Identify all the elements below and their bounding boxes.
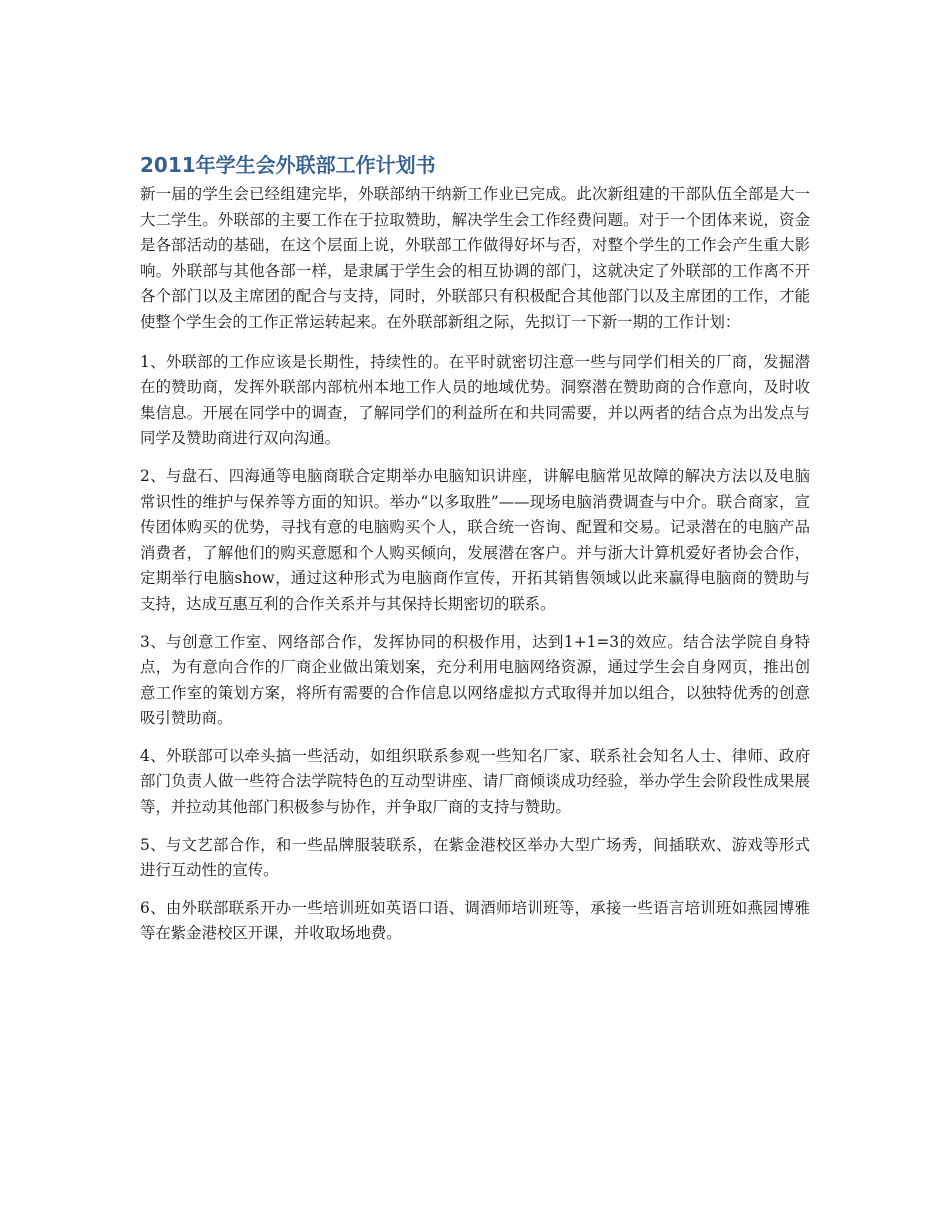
plan-item-5: 5、与文艺部合作，和一些品牌服装联系，在紫金港校区举办大型广场秀，间插联欢、游戏等形式进行互动性的宣传。 — [140, 835, 810, 880]
plan-item-6: 6、由外联部联系开办一些培训班如英语口语、调酒师培训班等，承接一些语言培训班如燕园博雅等在紫金港校区开课，并收取场地费。 — [140, 898, 810, 943]
plan-item-2: 2、与盘石、四海通等电脑商联合定期举办电脑知识讲座，讲解电脑常见故障的解决方法以及电脑常识性的维护与保养等方面的知识。举办“以多取胜”——现场电脑消费调查与中介。联合商家，宣传团体购买的优势，寻找有意的电脑购买个人，联合统一咨询、配置和交易。记录潜在的电脑产品消费者，了解他们的购买意愿和个人购买倾向，发展潜在客户。并与浙大计算机爱好者协会合作，定期举行电脑show，通过这种形式为电脑商作宣传，开拓其销售领域以此来赢得电脑商的赞助与支持，达成互惠互利的合作关系并与其保持长期密切的联系。 — [140, 466, 810, 613]
plan-item-4: 4、外联部可以牵头搞一些活动，如组织联系参观一些知名厂家、联系社会知名人士、律师、政府部门负责人做一些符合法学院特色的互动型讲座、请厂商倾谈成功经验，举办学生会阶段性成果展等，并拉动其他部门积极参与协作，并争取厂商的支持与赞助。 — [140, 746, 810, 817]
plan-item-1: 1、外联部的工作应该是长期性，持续性的。在平时就密切注意一些与同学们相关的厂商，发掘潜在的赞助商，发挥外联部内部杭州本地工作人员的地域优势。洞察潜在赞助商的合作意向，及时收集信息。开展在同学中的调查，了解同学们的利益所在和共同需要，并以两者的结合点为出发点与同学及赞助商进行双向沟通。 — [140, 352, 810, 448]
document-title: 2011年学生会外联部工作计划书 — [140, 153, 436, 177]
document-page — [140, 150, 810, 959]
plan-item-3: 3、与创意工作室、网络部合作，发挥协同的积极作用，达到1+1=3的效应。结合法学院自身特点，为有意向合作的厂商企业做出策划案，充分利用电脑网络资源，通过学生会自身网页，推出创意工作室的策划方案，将所有需要的合作信息以网络虚拟方式取得并加以组合，以独特优秀的创意吸引赞助商。 — [140, 632, 810, 728]
intro-paragraph: 新一届的学生会已经组建完毕，外联部纳干纳新工作业已完成。此次新组建的干部队伍全部是大一大二学生。外联部的主要工作在于拉取赞助，解决学生会工作经费问题。对于一个团体来说，资金是各部活动的基础，在这个层面上说，外联部工作做得好坏与否，对整个学生的工作会产生重大影响。外联部与其他各部一样，是隶属于学生会的相互协调的部门，这就决定了外联部的工作离不开各个部门以及主席团的配合与支持，同时，外联部只有积极配合其他部门以及主席团的工作，才能使整个学生会的工作正常运转起来。在外联部新组之际，先拟订一下新一期的工作计划： — [140, 185, 810, 331]
